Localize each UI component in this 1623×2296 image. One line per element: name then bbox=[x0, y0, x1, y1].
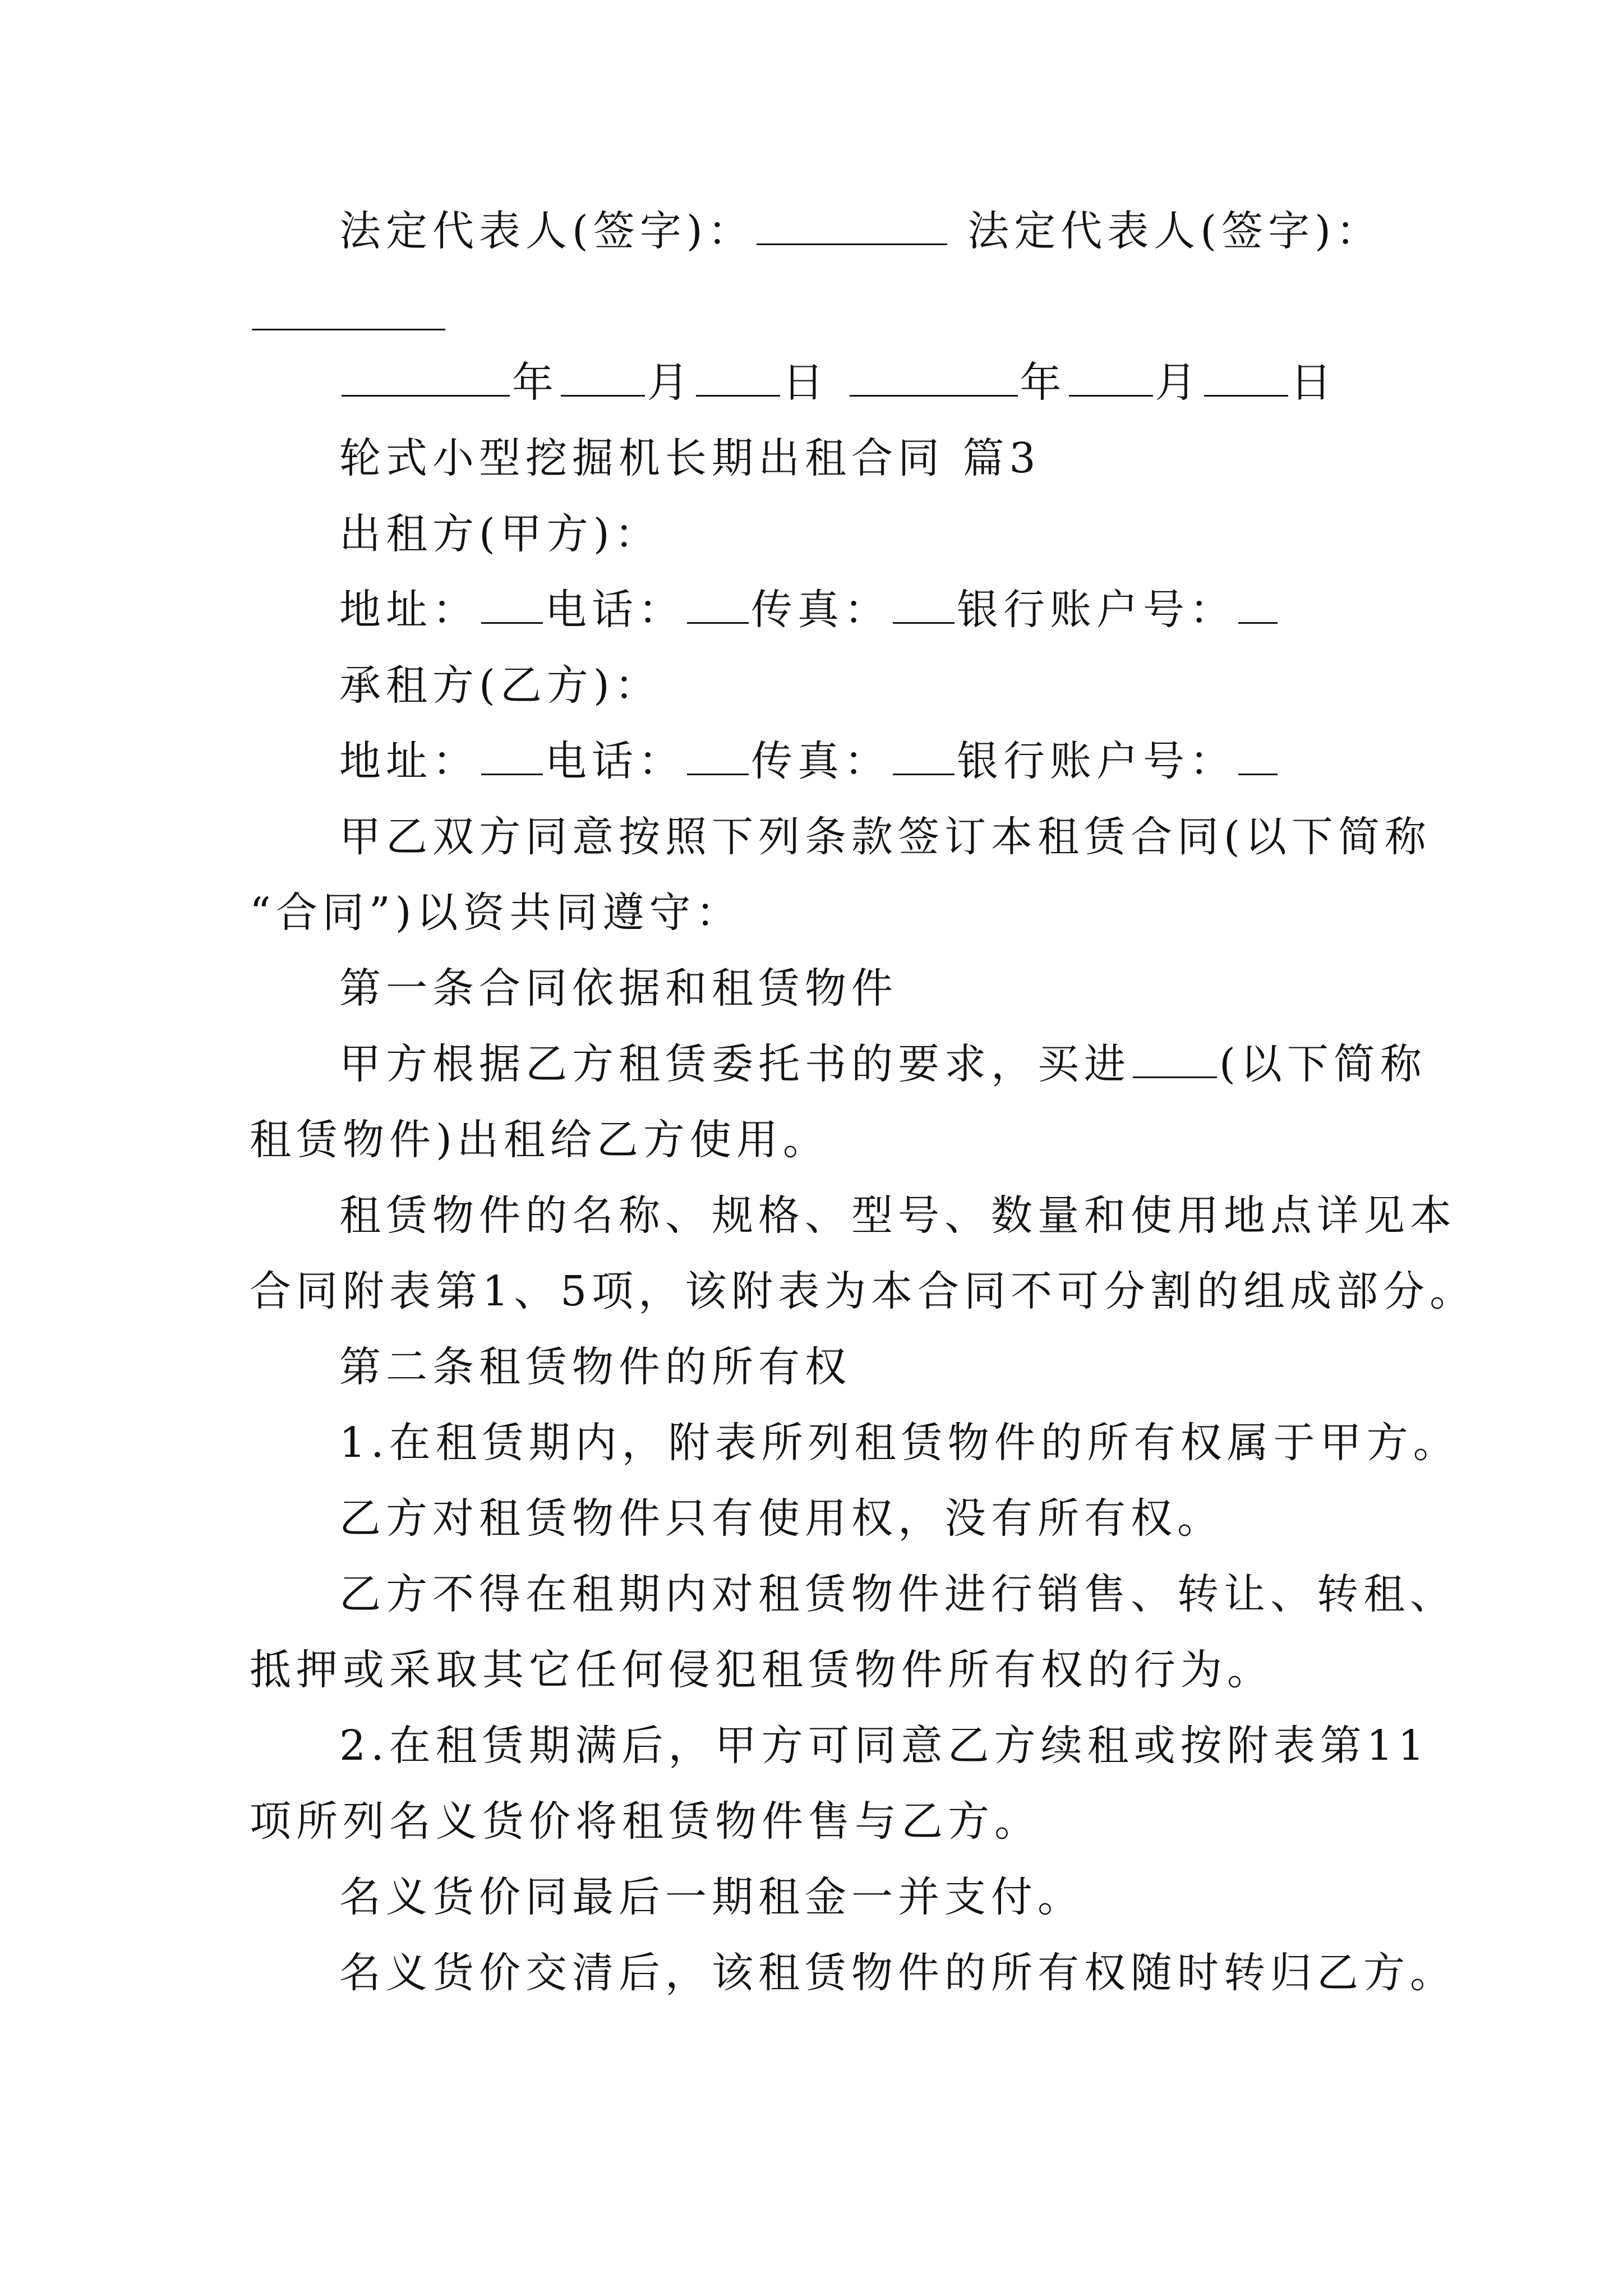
paragraph-line: 项所列名义货价将租赁物件售与乙方。 bbox=[250, 1797, 1041, 1846]
signature-blank-b bbox=[252, 292, 445, 330]
paragraph-line: 乙方对租赁物件只有使用权，没有所有权。 bbox=[339, 1494, 1224, 1543]
bank-account-label: 银行账户号： bbox=[957, 737, 1236, 785]
paragraph-line: 1.在租赁期内，附表所列租赁物件的所有权属于甲方。 bbox=[339, 1419, 1460, 1467]
fax-label: 传真： bbox=[751, 737, 891, 785]
paragraph-line: 名义货价交清后，该租赁物件的所有权随时转归乙方。 bbox=[339, 1949, 1456, 1997]
lessor-contact-line bbox=[250, 572, 1405, 648]
year-blank bbox=[850, 358, 1018, 397]
phone-label: 电话： bbox=[545, 737, 685, 785]
phone-label: 电话： bbox=[545, 586, 685, 634]
purchase-text: 甲方根据乙方租赁委托书的要求，买进 bbox=[339, 1040, 1131, 1088]
year-label: 年 bbox=[1020, 358, 1067, 407]
year-label: 年 bbox=[512, 358, 559, 407]
day-label: 日 bbox=[782, 358, 829, 407]
section-heading-1: 第一条合同依据和租赁物件 bbox=[339, 964, 898, 1013]
fax-blank bbox=[893, 585, 955, 624]
address-label: 地址： bbox=[339, 737, 479, 785]
paragraph-line bbox=[250, 1027, 1427, 1102]
fax-blank bbox=[893, 737, 955, 775]
month-blank bbox=[1069, 358, 1153, 397]
paragraph-line: 合同附表第1、5项，该附表为本合同不可分割的组成部分。 bbox=[250, 1267, 1477, 1315]
address-label: 地址： bbox=[339, 586, 479, 634]
day-blank bbox=[1204, 358, 1288, 397]
fax-label: 传真： bbox=[751, 586, 891, 634]
legal-rep-label-b: 法定代表人(签字)： bbox=[967, 207, 1383, 255]
signature-line bbox=[250, 194, 1405, 269]
document-body bbox=[250, 194, 1477, 2011]
section-heading-2: 第二条租赁物件的所有权 bbox=[339, 1343, 851, 1391]
paragraph-line: “合同”)以资共同遵守： bbox=[250, 889, 743, 937]
bank-account-label: 银行账户号： bbox=[957, 586, 1236, 634]
lessee-contact-line bbox=[250, 724, 1405, 799]
paragraph-line: 抵押或采取其它任何侵犯租赁物件所有权的行为。 bbox=[250, 1646, 1274, 1694]
legal-rep-label-a: 法定代表人(签字)： bbox=[339, 207, 754, 255]
paragraph-line: 2.在租赁期满后，甲方可同意乙方续租或按附表第11 bbox=[339, 1722, 1430, 1770]
bank-account-blank bbox=[1238, 737, 1278, 775]
month-label: 月 bbox=[1155, 358, 1202, 407]
signature-blank-a bbox=[757, 206, 947, 245]
month-blank bbox=[561, 358, 645, 397]
abbreviation-text: (以下简称 bbox=[1219, 1040, 1427, 1088]
month-label: 月 bbox=[647, 358, 694, 407]
bank-account-blank bbox=[1238, 585, 1278, 624]
date-line bbox=[250, 345, 1405, 421]
day-blank bbox=[696, 358, 780, 397]
item-blank bbox=[1133, 1039, 1217, 1078]
lessee-heading: 承租方(乙方)： bbox=[339, 661, 661, 710]
year-blank bbox=[342, 358, 510, 397]
contract-title: 轮式小型挖掘机长期出租合同 篇3 bbox=[339, 434, 1041, 482]
lessor-heading: 出租方(甲方)： bbox=[339, 510, 661, 558]
phone-blank bbox=[687, 585, 749, 624]
address-blank bbox=[481, 737, 543, 775]
paragraph-line: 租赁物件)出租给乙方使用。 bbox=[250, 1116, 829, 1164]
paragraph-line: 乙方不得在租期内对租赁物件进行销售、转让、转租、 bbox=[339, 1570, 1456, 1618]
paragraph-line: 甲乙双方同意按照下列条款签订本租赁合同(以下简称 bbox=[339, 813, 1431, 861]
phone-blank bbox=[687, 737, 749, 775]
paragraph-line: 租赁物件的名称、规格、型号、数量和使用地点详见本 bbox=[339, 1191, 1456, 1240]
signature-blank-line bbox=[250, 269, 1405, 345]
address-blank bbox=[481, 585, 543, 624]
day-label: 日 bbox=[1290, 358, 1337, 407]
paragraph-line: 名义货价同最后一期租金一并支付。 bbox=[339, 1873, 1084, 1921]
